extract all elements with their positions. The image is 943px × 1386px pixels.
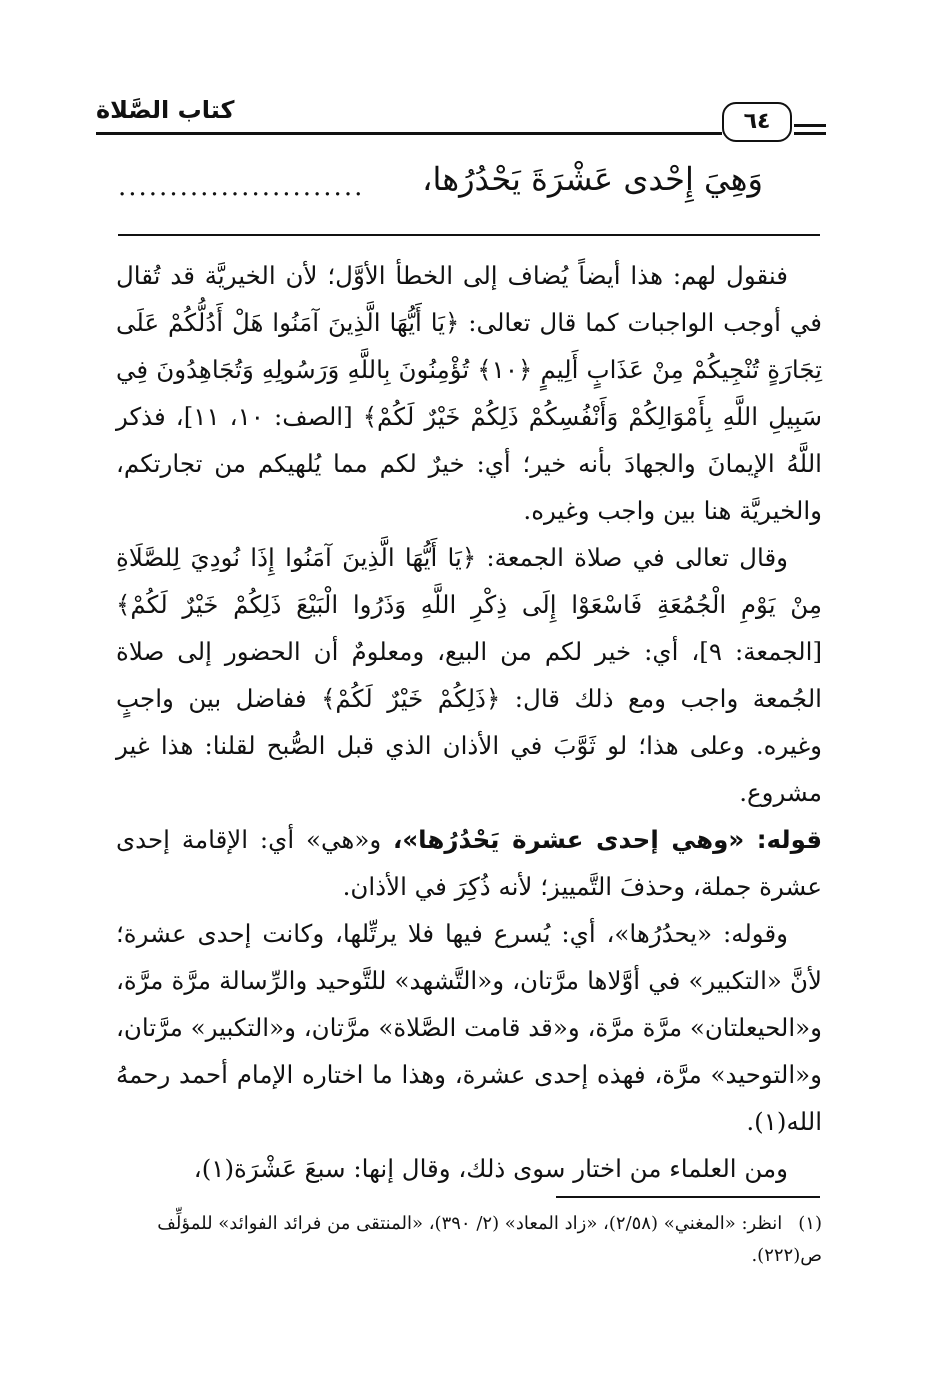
matn-text: وَهِيَ إِحْدى عَشْرَةَ يَحْدُرُها، [422,160,763,198]
book-title: كتاب الصَّلاة [96,96,235,124]
header-rule-double-top [794,124,826,127]
footnote-number: (١) [798,1213,822,1234]
footnote-separator [556,1196,820,1198]
paragraph [116,534,822,816]
paragraph-text: وقال تعالى في صلاة الجمعة: ﴿يَا أَيُّهَا الَّذِينَ آمَنُوا إِذَا نُودِيَ لِلصَّلَاةِ مِنْ يَوْمِ الْجُمُعَةِ فَاسْعَوْا إِلَى ذِكْرِ اللَّهِ وَذَرُوا الْبَيْعَ ذَلِكُمْ خَيْرٌ لَكُمْ﴾ [الجمعة: ٩]، أي: خير لكم من البيع، ومعلومٌ أن الحضور إلى صلاة الجُمعة واجب ومع ذلك قال: ﴿ذَلِكُمْ خَيْرٌ لَكُمْ﴾ ففاضل بين واجبٍ وغيره. وعلى هذا؛ لو ثَوَّبَ في الأذان الذي قبل الصُّبح لقلنا: هذا غير مشروع. [116,543,823,807]
paragraph [116,1145,822,1192]
paragraph [116,816,822,910]
page-header [96,88,826,148]
header-rule [96,132,722,135]
header-rule-double-bottom [794,132,826,135]
paragraph-text: ومن العلماء من اختار سوى ذلك، وقال إنها: سبعَ عَشْرَة(١)، [193,1154,788,1183]
paragraph [116,252,822,534]
paragraph-lead: قوله: «وهي إحدى عشرة يَحْدُرُها»، [393,825,823,854]
footnotes [116,1208,822,1272]
commentary-body [116,252,822,1192]
paragraph-text: و«هي» أي: الإقامة إحدى عشرة جملة، وحذفَ التَّمييز؛ لأنه ذُكِرَ في الأذان. [116,825,822,901]
paragraph-text: فنقول لهم: هذا أيضاً يُضاف إلى الخطأ الأوَّل؛ لأن الخيريَّة قد تُقال في أوجب الواجبات كما قال تعالى: ﴿يَا أَيُّهَا الَّذِينَ آمَنُوا هَلْ أَدُلُّكُمْ عَلَى تِجَارَةٍ تُنْجِيكُمْ مِنْ عَذَابٍ أَلِيمٍ ﴿١٠﴾ تُؤْمِنُونَ بِاللَّهِ وَرَسُولِهِ وَتُجَاهِدُونَ فِي سَبِيلِ اللَّهِ بِأَمْوَالِكُمْ وَأَنْفُسِكُمْ ذَلِكُمْ خَيْرٌ لَكُمْ﴾ [الصف: ١٠، ١١]، فذكر اللَّهُ الإيمانَ والجهادَ بأنه خير؛ أي: خيرٌ لكم مما يُلهيكم من تجارتكم، والخيريَّة هنا بين واجب وغيره. [116,261,822,525]
footnote-text: انظر: «المغني» (٢/٥٨)، «زاد المعاد» (٢/ ٣٩٠)، «المنتقى من فرائد الفوائد» للمؤلِّف ص(٢٢٢). [157,1213,822,1266]
paragraph [116,910,822,1145]
matn-dots: ........................ [118,172,365,202]
matn-separator [118,234,820,236]
footnote [116,1208,822,1272]
page-number: ٦٤ [722,102,792,142]
paragraph-text: وقوله: «يحدُرُها»، أي: يُسرع فيها فلا يرتِّلها، وكانت إحدى عشرة؛ لأنَّ «التكبير» في أوَّلاها مرَّتان، و«التَّشهد» للتَّوحيد والرِّسالة مرَّة مرَّة، و«الحيعلتان» مرَّة مرَّة، و«قد قامت الصَّلاة» مرَّتان، و«التكبير» مرَّتان، و«التوحيد» مرَّة، فهذه إحدى عشرة، وهذا ما اختاره الإمام أحمد رحمهُ الله(١). [116,919,822,1136]
